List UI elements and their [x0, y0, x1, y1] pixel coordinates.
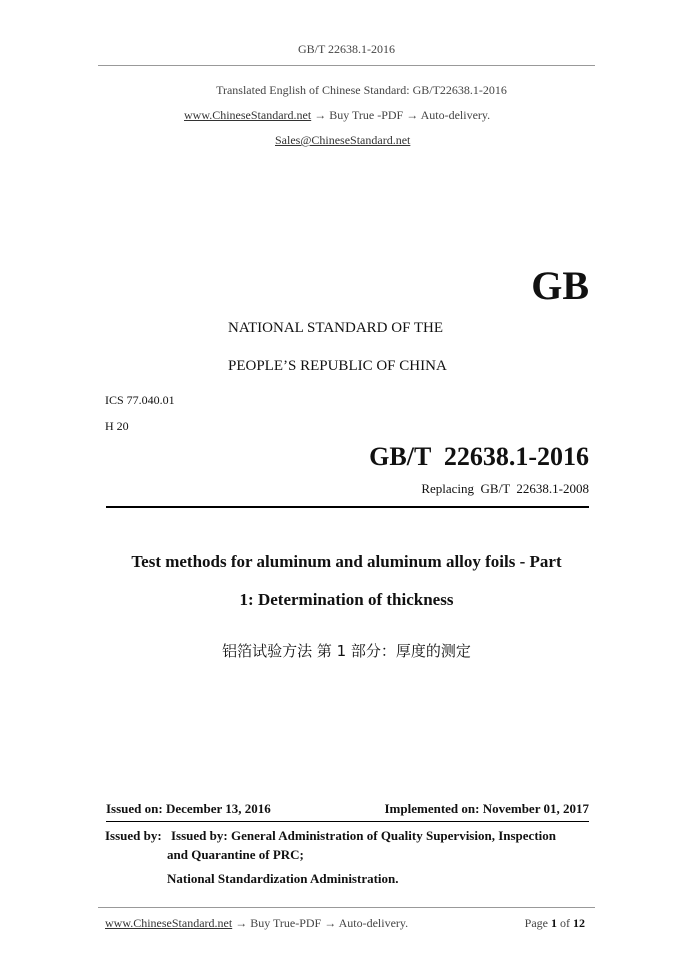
issuer-label: Issued by:: [105, 828, 162, 843]
page-indicator: [525, 916, 585, 931]
footer-site-link[interactable]: www.ChineseStandard.net: [105, 916, 233, 930]
running-header: GB/T 22638.1-2016: [297, 42, 396, 56]
arrow-icon: →: [235, 916, 248, 930]
ics-code: ICS 77.040.01: [105, 393, 175, 407]
footer-delivery-text: Auto-delivery.: [338, 916, 409, 930]
arrow-icon: →: [406, 108, 419, 122]
footer-buy-line: [105, 916, 408, 931]
title-line-2: 1: Determination of thickness: [239, 590, 454, 609]
of-label: of: [560, 916, 570, 930]
dates-rule: [106, 821, 589, 822]
issuer-line-2: and Quarantine of PRC;: [167, 847, 304, 862]
national-line-1: NATIONAL STANDARD OF THE: [228, 320, 444, 336]
footer-buy-text: Buy True-PDF: [250, 916, 322, 930]
issued-date: Issued on: December 13, 2016: [106, 801, 271, 816]
delivery-text: Auto-delivery.: [420, 108, 491, 122]
buy-line: [184, 108, 490, 123]
arrow-icon: →: [314, 108, 327, 122]
footer-rule: [98, 907, 595, 908]
title-line-1: Test methods for aluminum and aluminum alloy foils - Part: [131, 552, 562, 571]
title-chinese: 铝箔试验方法 第 1 部分：厚度的测定: [222, 642, 471, 660]
national-line-2: PEOPLE’S REPUBLIC OF CHINA: [228, 358, 447, 374]
site-link[interactable]: www.ChineseStandard.net: [184, 108, 312, 122]
implemented-date: Implemented on: November 01, 2017: [384, 801, 589, 816]
standard-number: GB/T 22638.1-2016: [369, 442, 589, 471]
page-label: Page: [524, 916, 548, 930]
class-code: H 20: [105, 419, 129, 433]
title-rule: [106, 506, 589, 508]
replacing-note: Replacing GB/T 22638.1-2008: [421, 481, 589, 496]
email-link[interactable]: Sales@ChineseStandard.net: [275, 133, 411, 147]
arrow-icon: →: [324, 916, 337, 930]
gb-logo: GB: [531, 263, 589, 308]
translation-note: Translated English of Chinese Standard: GB/T22638.1-2016: [216, 83, 507, 97]
buy-text: Buy True -PDF: [329, 108, 404, 122]
header-rule: [98, 65, 595, 66]
email-line: [275, 133, 410, 148]
issuer-line-3: National Standardization Administration.: [167, 871, 399, 886]
issuer-line-1: Issued by: General Administration of Quality Supervision, Inspection: [171, 828, 556, 843]
page-number: 1: [551, 916, 557, 930]
page-total: 12: [573, 916, 585, 930]
